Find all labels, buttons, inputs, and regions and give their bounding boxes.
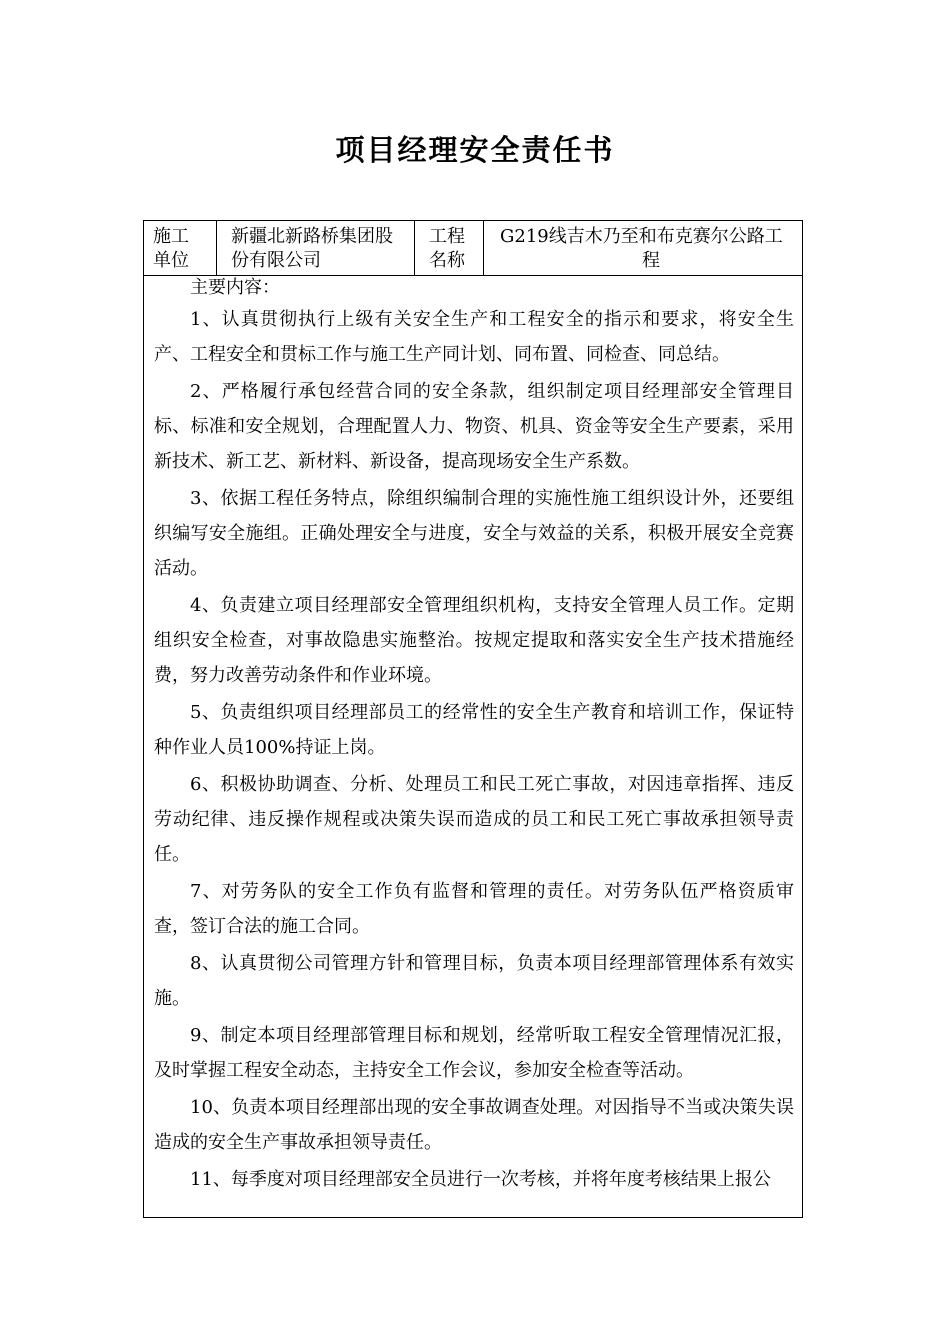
unit-label-cell [144,221,217,275]
clause-item: 5、负责组织项目经理部员工的经常性的安全生产教育和培训工作，保证特种作业人员100%持证上岗。 [154,702,794,758]
main-content [144,276,802,1197]
document-title: 项目经理安全责任书 [335,133,615,167]
clause-item: 3、依据工程任务特点，除组织编制合理的实施性施工组织设计外，还要组织编写安全施组。正确处理安全与进度，安全与效益的关系，积极开展安全竞赛活动。 [154,488,794,579]
unit-value-cell [217,221,415,275]
responsibility-table [143,220,803,1218]
clause-item: 2、严格履行承包经营合同的安全条款，组织制定项目经理部安全管理目标、标准和安全规划，合理配置人力、物资、机具、资金等安全生产要素，采用新技术、新工艺、新材料、新设备，提高现场安全生产系数。 [154,381,794,472]
clause-item: 10、负责本项目经理部出现的安全事故调查处理。对因指导不当或决策失误造成的安全生产事故承担领导责任。 [154,1097,794,1153]
clause-item: 8、认真贯彻公司管理方针和管理目标，负责本项目经理部管理体系有效实施。 [154,953,794,1009]
project-label-line-2: 名称 [429,250,465,271]
unit-label-line-2: 单位 [153,250,189,271]
project-value-line-1: G219线吉木乃至和布克赛尔公路工 [500,226,783,247]
clause-item: 1、认真贯彻执行上级有关安全生产和工程安全的指示和要求，将安全生产、工程安全和贯标工作与施工生产同计划、同布置、同检查、同总结。 [154,309,794,365]
content-intro: 主要内容： [190,277,280,298]
header-row [144,221,802,276]
clause-item: 9、制定本项目经理部管理目标和规划，经常听取工程安全管理情况汇报，及时掌握工程安全动态，主持安全工作会议，参加安全检查等活动。 [154,1025,794,1081]
clause-item: 6、积极协助调查、分析、处理员工和民工死亡事故，对因违章指挥、违反劳动纪律、违反操作规程或决策失误而造成的员工和民工死亡事故承担领导责任。 [154,774,794,865]
clause-item: 4、负责建立项目经理部安全管理组织机构，支持安全管理人员工作。定期组织安全检查，对事故隐患实施整治。按规定提取和落实安全生产技术措施经费，努力改善劳动条件和作业环境。 [154,595,794,686]
project-label-cell [415,221,484,275]
clause-item: 7、对劳务队的安全工作负有监督和管理的责任。对劳务队伍严格资质审查，签订合法的施工合同。 [154,881,794,937]
clause-item: 11、每季度对项目经理部安全员进行一次考核，并将年度考核结果上报公 [190,1169,771,1190]
project-value-cell [484,221,802,275]
unit-value-line-2: 份有限公司 [231,250,321,271]
project-value-line-2: 程 [642,250,660,271]
unit-label-line-1: 施工 [153,226,189,247]
unit-value-line-1: 新疆北新路桥集团股 [231,226,393,247]
project-label-line-1: 工程 [429,226,465,247]
